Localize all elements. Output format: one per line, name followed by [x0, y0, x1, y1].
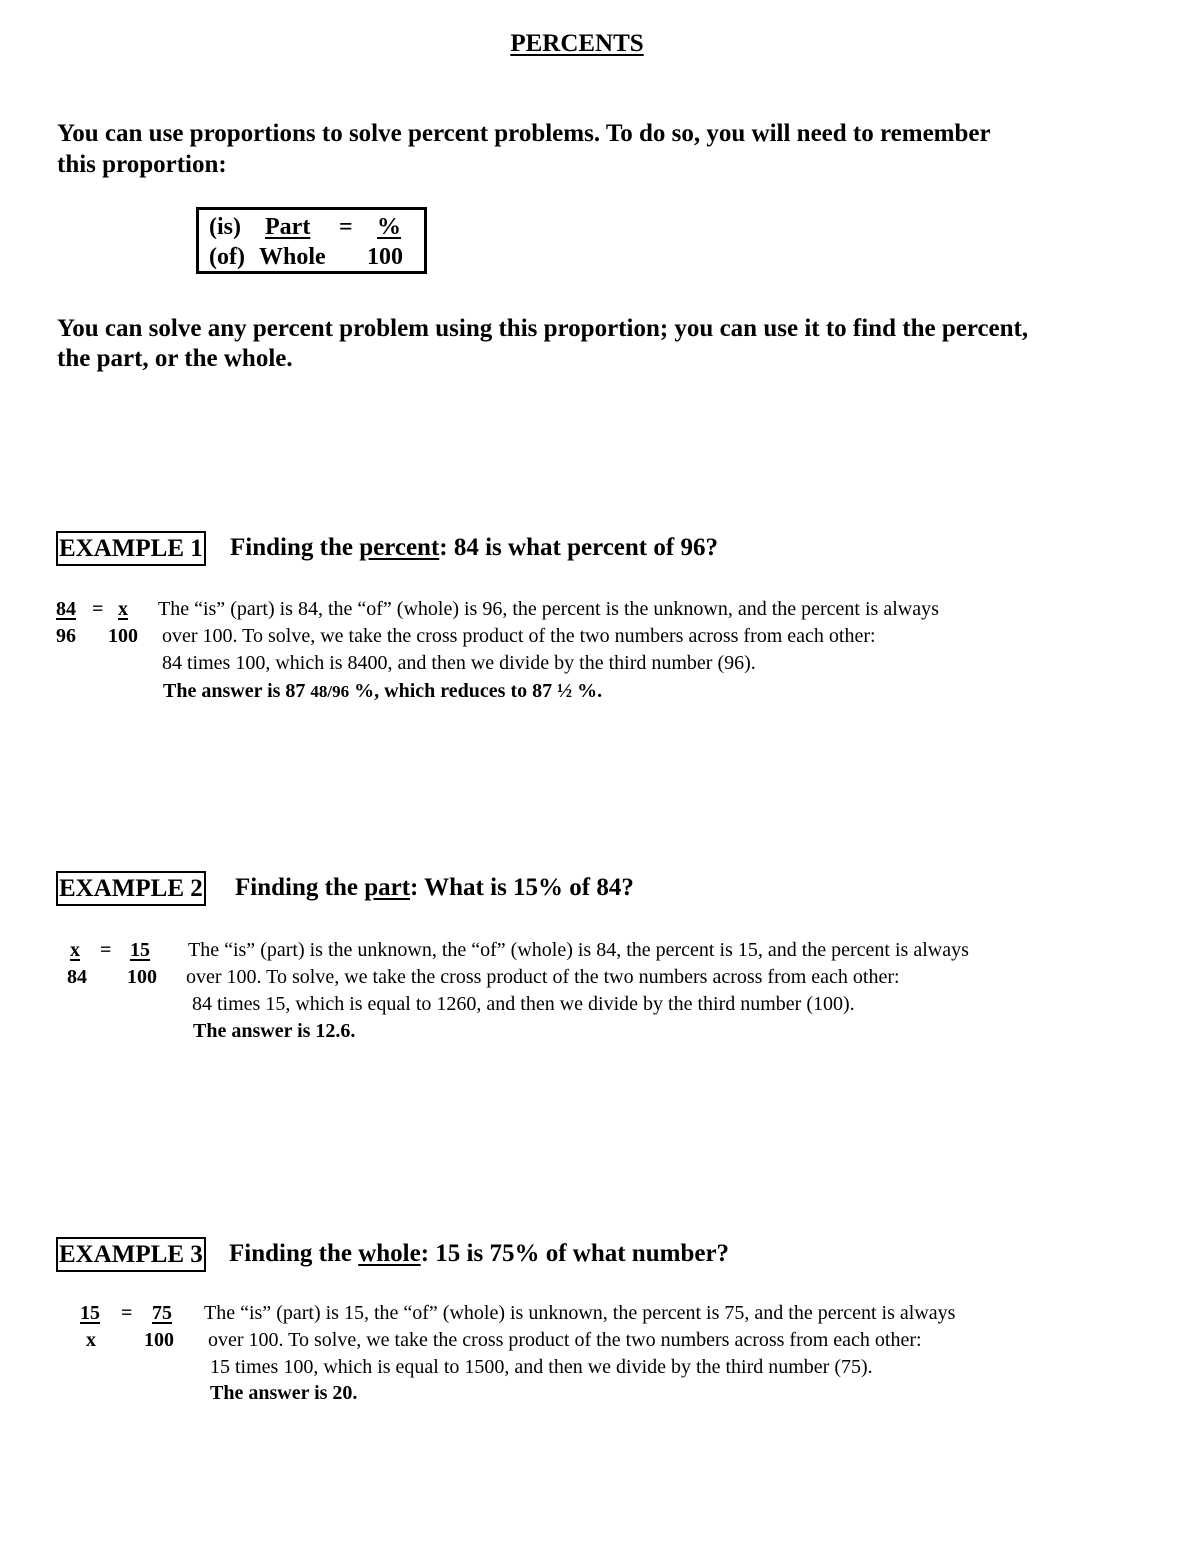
example-1-answer: The answer is 87 48/96 %, which reduces to 87 ½ %. [163, 680, 603, 702]
example-2-line-2: over 100. To solve, we take the cross product of the two numbers across from each other: [186, 966, 900, 988]
example-2-den-left: 84 [67, 966, 87, 988]
example-3-equals: = [121, 1302, 133, 1324]
equals-sign: = [339, 214, 353, 240]
example-2-heading: Finding the part: What is 15% of 84? [235, 874, 634, 901]
example-3-den-right: 100 [144, 1329, 174, 1351]
example-3-line-2: over 100. To solve, we take the cross product of the two numbers across from each other: [208, 1329, 922, 1351]
example-2-line-1: The “is” (part) is the unknown, the “of” (whole) is 84, the percent is 15, and the percent is always [188, 939, 969, 961]
example-2-line-3: 84 times 15, which is equal to 1260, and then we divide by the third number (100). [192, 993, 855, 1015]
example-3-num-right: 75 [152, 1302, 172, 1324]
part-label: Part [265, 214, 311, 240]
example-2-answer: The answer is 12.6. [193, 1020, 356, 1042]
example-3-answer: The answer is 20. [210, 1382, 358, 1404]
example-1-equals: = [92, 598, 104, 620]
example-1-line-2: over 100. To solve, we take the cross product of the two numbers across from each other: [162, 625, 876, 647]
example-1-den-left: 96 [56, 625, 76, 647]
intro-line-1: You can use proportions to solve percent problems. To do so, you will need to remember [57, 120, 991, 147]
example-1-heading: Finding the percent: 84 is what percent of 96? [230, 534, 718, 561]
example-2-num-left: x [70, 939, 80, 961]
hundred-label: 100 [367, 244, 403, 270]
example-1-num-right: x [118, 598, 128, 620]
example-3-heading: Finding the whole: 15 is 75% of what number? [229, 1240, 730, 1267]
example-2-keyword: part [364, 874, 411, 901]
example-3-line-1: The “is” (part) is 15, the “of” (whole) is unknown, the percent is 75, and the percent is always [204, 1302, 956, 1324]
percent-sign: % [377, 214, 401, 240]
intro-line-2: this proportion: [57, 151, 227, 178]
example-3-keyword: whole [358, 1240, 421, 1267]
proportion-box [196, 207, 427, 274]
example-2-equals: = [100, 939, 112, 961]
example-3-num-left: 15 [80, 1302, 100, 1324]
example-3-den-left: x [86, 1329, 96, 1351]
example-1-line-1: The “is” (part) is 84, the “of” (whole) is 96, the percent is the unknown, and the percent is always [158, 598, 939, 620]
example-1-den-right: 100 [108, 625, 138, 647]
example-2-label: EXAMPLE 2 [56, 871, 206, 906]
is-label: (is) [209, 214, 241, 240]
page-title: PERCENTS [510, 30, 644, 57]
summary-line-1: You can solve any percent problem using this proportion; you can use it to find the percent, [57, 315, 1029, 342]
example-1-label: EXAMPLE 1 [56, 531, 206, 566]
example-1-keyword: percent [359, 534, 440, 561]
of-label: (of) [209, 244, 245, 270]
example-1-line-3: 84 times 100, which is 8400, and then we divide by the third number (96). [162, 652, 756, 674]
example-2-den-right: 100 [127, 966, 157, 988]
whole-label: Whole [259, 244, 326, 270]
example-2-num-right: 15 [130, 939, 150, 961]
example-1-num-left: 84 [56, 598, 76, 620]
summary-line-2: the part, or the whole. [57, 345, 293, 372]
example-3-line-3: 15 times 100, which is equal to 1500, and then we divide by the third number (75). [210, 1356, 873, 1378]
example-3-label: EXAMPLE 3 [56, 1237, 206, 1272]
